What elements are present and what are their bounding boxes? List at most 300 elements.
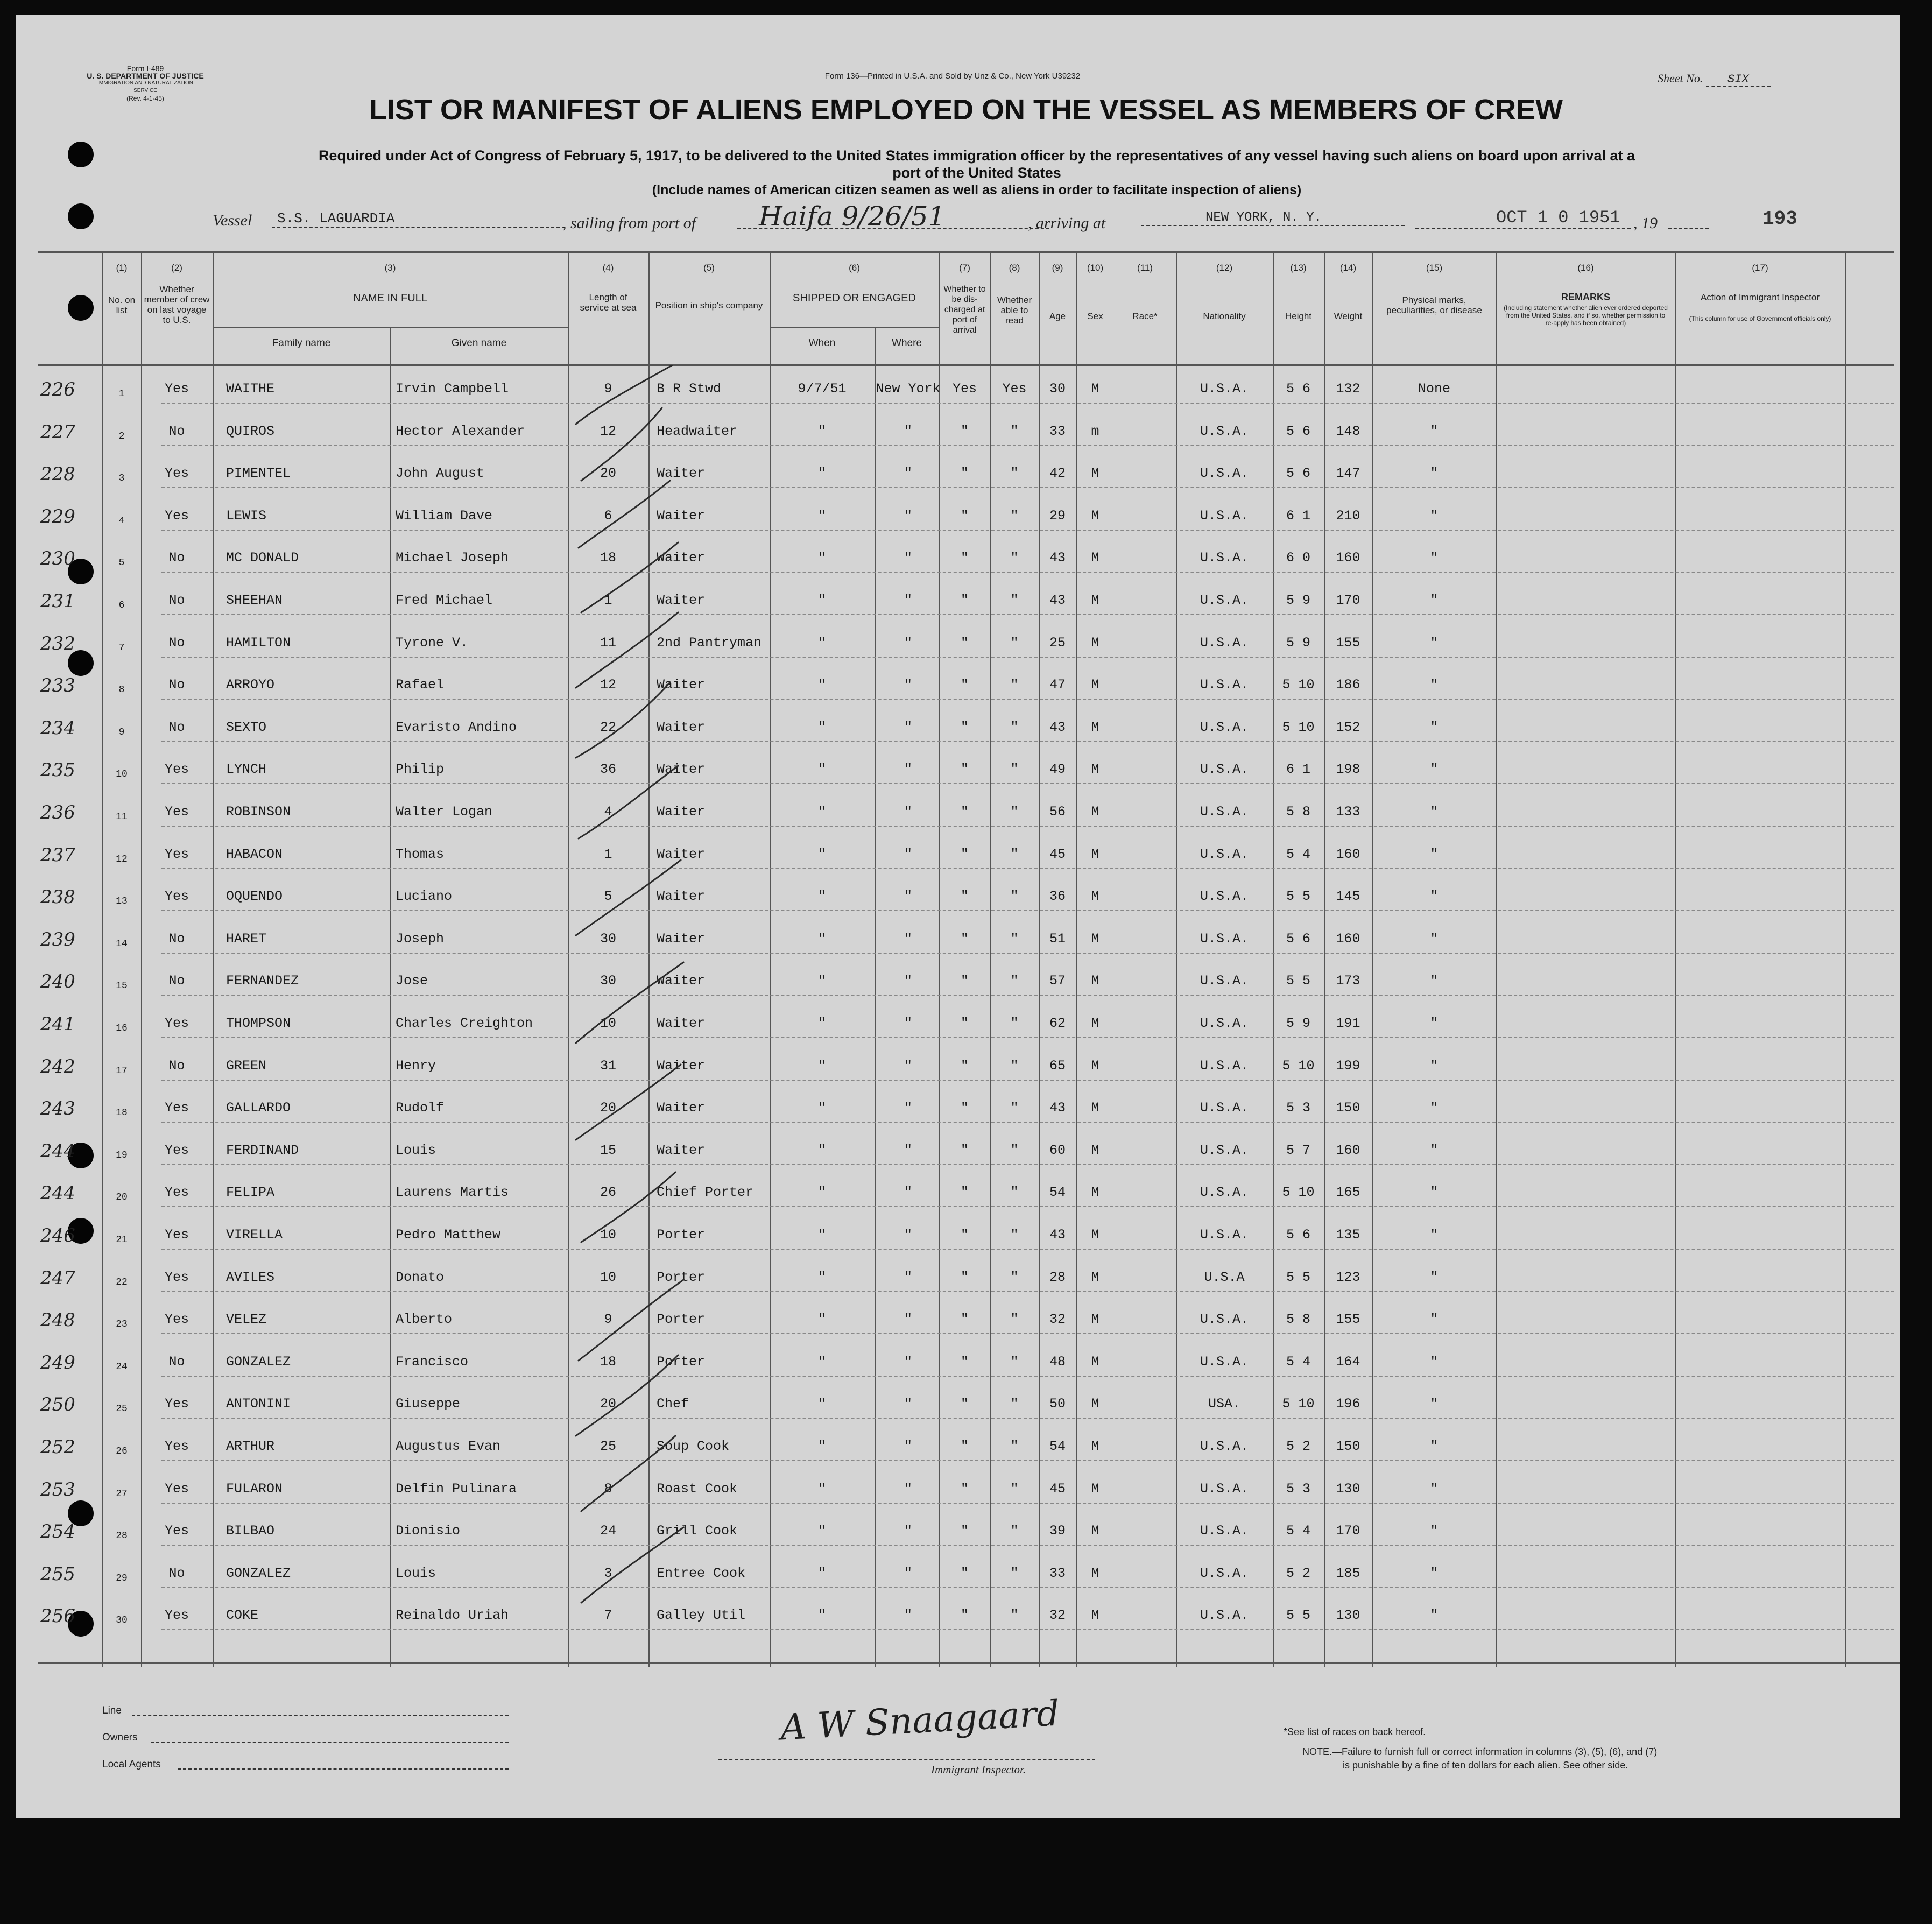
- nationality-cell: U.S.A: [1204, 1270, 1245, 1285]
- service-length-cell: 10: [600, 1227, 616, 1243]
- nationality-cell: U.S.A.: [1200, 1312, 1249, 1327]
- nationality-cell: U.S.A.: [1200, 1100, 1249, 1116]
- able-to-read-cell: ": [1010, 424, 1019, 439]
- nationality-cell: U.S.A.: [1200, 847, 1249, 862]
- physical-marks-cell: ": [1430, 1185, 1439, 1200]
- shipped-where-cell: ": [904, 550, 912, 566]
- sex-cell: M: [1091, 1100, 1099, 1116]
- service-length-cell: 15: [600, 1143, 616, 1158]
- given-name-cell: Luciano: [396, 889, 453, 904]
- age-cell: 30: [1049, 381, 1066, 397]
- subtitle-line-2: port of the United States: [892, 165, 1061, 181]
- shipped-where-cell: New York: [876, 381, 941, 397]
- sex-cell: M: [1091, 931, 1099, 947]
- row-number: 21: [116, 1235, 128, 1245]
- discharged-cell: ": [960, 1016, 969, 1031]
- discharged-cell: ": [960, 1143, 969, 1158]
- row-number: 9: [118, 727, 125, 738]
- handwritten-number: 252: [40, 1436, 75, 1458]
- row-rule: [161, 403, 1894, 404]
- height-cell: 5 8: [1286, 1312, 1310, 1327]
- manifest-sheet: [16, 15, 1900, 1818]
- handwritten-number: 254: [40, 1521, 75, 1542]
- service-length-cell: 11: [600, 635, 616, 651]
- able-to-read-cell: ": [1010, 550, 1019, 566]
- weight-cell: 148: [1336, 424, 1360, 439]
- row-rule: [161, 868, 1894, 869]
- position-cell: Waiter: [657, 762, 706, 777]
- age-cell: 39: [1049, 1523, 1066, 1539]
- able-to-read-cell: ": [1010, 635, 1019, 651]
- sex-cell: M: [1091, 508, 1099, 524]
- col4-number: (4): [602, 263, 614, 273]
- col-header-able-to-read: Whether able to read: [997, 295, 1032, 326]
- able-to-read-cell: ": [1010, 804, 1019, 820]
- last-voyage-cell: Yes: [164, 1270, 189, 1285]
- position-cell: Waiter: [657, 593, 706, 608]
- row-rule: [161, 1376, 1894, 1377]
- shipped-where-cell: ": [904, 1439, 912, 1454]
- service-length-cell: 30: [600, 973, 616, 989]
- age-cell: 50: [1049, 1396, 1066, 1412]
- physical-marks-cell: ": [1430, 508, 1439, 524]
- age-cell: 33: [1049, 1566, 1066, 1581]
- name-subheader-line: [213, 327, 568, 328]
- punch-hole: [68, 142, 94, 167]
- form-number: Form I-489: [126, 64, 164, 73]
- family-name-cell: FERDINAND: [226, 1143, 299, 1158]
- col-header-nationality: Nationality: [1203, 311, 1246, 321]
- sex-cell: M: [1091, 1270, 1099, 1285]
- discharged-cell: ": [960, 1608, 969, 1623]
- discharged-cell: ": [960, 720, 969, 735]
- shipped-when-cell: ": [817, 424, 826, 439]
- sex-cell: M: [1091, 973, 1099, 989]
- weight-cell: 165: [1336, 1185, 1360, 1200]
- col-divider: [141, 252, 142, 1667]
- table-bottom-border: [38, 1662, 1900, 1664]
- family-name-cell: ANTONINI: [226, 1396, 291, 1412]
- nationality-cell: U.S.A.: [1200, 1523, 1249, 1539]
- last-voyage-cell: Yes: [164, 1185, 189, 1200]
- nationality-cell: U.S.A.: [1200, 1185, 1249, 1200]
- discharged-cell: ": [960, 1312, 969, 1327]
- last-voyage-cell: Yes: [164, 1396, 189, 1412]
- age-cell: 43: [1049, 550, 1066, 566]
- pen-stroke: [581, 408, 662, 481]
- shipped-where-cell: ": [904, 889, 912, 904]
- revision: (Rev. 4-1-45): [126, 95, 164, 102]
- shipped-where-cell: ": [904, 593, 912, 608]
- row-number: 16: [116, 1023, 128, 1034]
- row-rule: [161, 1418, 1894, 1419]
- pen-stroke: [581, 1172, 675, 1242]
- height-cell: 5 10: [1282, 720, 1315, 735]
- given-name-cell: Hector Alexander: [396, 424, 525, 439]
- shipped-where-cell: ": [904, 1100, 912, 1116]
- row-number: 18: [116, 1108, 128, 1118]
- shipped-where-cell: ": [904, 1523, 912, 1539]
- nationality-cell: U.S.A.: [1200, 550, 1249, 566]
- service-length-cell: 10: [600, 1016, 616, 1031]
- service-length-cell: 22: [600, 720, 616, 735]
- service: IMMIGRATION AND NATURALIZATION SERVICE: [97, 80, 193, 94]
- height-cell: 5 4: [1286, 847, 1310, 862]
- handwritten-number: 226: [40, 379, 75, 400]
- handwritten-number: 234: [40, 717, 75, 739]
- height-cell: 5 6: [1286, 424, 1310, 439]
- col-header-remarks-note: (Including statement whether alien ever ordered deported from the United States, and if so, whether permission to re-apply has been obtained): [1504, 304, 1668, 327]
- col-header-sex: Sex: [1087, 311, 1103, 321]
- service-length-cell: 18: [600, 550, 616, 566]
- able-to-read-cell: ": [1010, 466, 1019, 481]
- able-to-read-cell: ": [1010, 1270, 1019, 1285]
- col-divider: [1496, 252, 1497, 1667]
- col-header-name-in-full: NAME IN FULL: [353, 292, 427, 304]
- signature-line: [718, 1759, 1095, 1760]
- form-id-block: [86, 65, 205, 102]
- sex-cell: M: [1091, 1143, 1099, 1158]
- handwritten-number: 249: [40, 1352, 75, 1373]
- table-header-border: [38, 364, 1894, 366]
- department: U. S. DEPARTMENT OF JUSTICE: [87, 72, 204, 80]
- discharged-cell: ": [960, 1396, 969, 1412]
- sailing-label: , sailing from port of: [562, 214, 696, 232]
- given-name-cell: Reinaldo Uriah: [396, 1608, 509, 1623]
- able-to-read-cell: ": [1010, 1100, 1019, 1116]
- last-voyage-cell: Yes: [164, 1016, 189, 1031]
- given-name-cell: Rafael: [396, 677, 445, 693]
- service-length-cell: 9: [604, 381, 612, 397]
- height-cell: 5 5: [1286, 1608, 1310, 1623]
- shipped-when-cell: ": [817, 1270, 826, 1285]
- given-name-cell: Irvin Campbell: [396, 381, 509, 397]
- table-top-border: [38, 251, 1894, 253]
- handwritten-number: 227: [40, 421, 75, 443]
- discharged-cell: ": [960, 1270, 969, 1285]
- weight-cell: 210: [1336, 508, 1360, 524]
- pen-stroke: [579, 481, 670, 548]
- col9-number: (9): [1052, 263, 1063, 273]
- position-cell: Chief Porter: [657, 1185, 754, 1200]
- col-header-inspector-note: (This column for use of Government officials only): [1689, 315, 1831, 322]
- physical-marks-cell: ": [1430, 1608, 1439, 1623]
- col14-number: (14): [1339, 263, 1357, 273]
- page-number: 193: [1762, 208, 1797, 230]
- age-cell: 36: [1049, 889, 1066, 904]
- physical-marks-cell: ": [1430, 1312, 1439, 1327]
- discharged-cell: ": [960, 1354, 969, 1370]
- nationality-cell: U.S.A.: [1200, 1143, 1249, 1158]
- local-agents-label: Local Agents: [102, 1759, 161, 1770]
- height-cell: 5 7: [1286, 1143, 1310, 1158]
- row-number: 7: [118, 643, 125, 653]
- position-cell: Waiter: [657, 466, 706, 481]
- nationality-cell: U.S.A.: [1200, 508, 1249, 524]
- given-name-cell: Louis: [396, 1566, 436, 1581]
- given-name-cell: Joseph: [396, 931, 445, 947]
- family-name-cell: HABACON: [226, 847, 283, 862]
- col5-number: (5): [703, 263, 715, 273]
- position-cell: Waiter: [657, 889, 706, 904]
- discharged-cell: ": [960, 973, 969, 989]
- shipped-where-cell: ": [904, 424, 912, 439]
- sex-cell: M: [1091, 1354, 1099, 1370]
- able-to-read-cell: ": [1010, 1354, 1019, 1370]
- position-cell: Waiter: [657, 550, 706, 566]
- weight-cell: 123: [1336, 1270, 1360, 1285]
- row-rule: [161, 1037, 1894, 1038]
- discharged-cell: ": [960, 931, 969, 947]
- shipped-when-cell: ": [817, 720, 826, 735]
- last-voyage-cell: No: [168, 424, 185, 439]
- weight-cell: 191: [1336, 1016, 1360, 1031]
- weight-cell: 155: [1336, 1312, 1360, 1327]
- handwritten-number: 244: [40, 1140, 75, 1162]
- able-to-read-cell: ": [1010, 720, 1019, 735]
- discharged-cell: ": [960, 593, 969, 608]
- col-divider: [1324, 252, 1325, 1667]
- pen-stroke: [576, 1355, 678, 1436]
- family-name-cell: LEWIS: [226, 508, 267, 524]
- row-number: 27: [116, 1489, 128, 1499]
- given-name-cell: Louis: [396, 1143, 436, 1158]
- col-divider: [990, 252, 991, 1667]
- vessel-label: Vessel: [213, 212, 252, 229]
- col1-number: (1): [116, 263, 128, 273]
- row-rule: [161, 1122, 1894, 1123]
- row-number: 4: [118, 516, 125, 526]
- able-to-read-cell: ": [1010, 508, 1019, 524]
- age-cell: 62: [1049, 1016, 1066, 1031]
- row-number: 23: [116, 1319, 128, 1330]
- row-number: 14: [116, 939, 128, 949]
- last-voyage-cell: Yes: [164, 466, 189, 481]
- weight-cell: 170: [1336, 1523, 1360, 1539]
- able-to-read-cell: ": [1010, 762, 1019, 777]
- family-name-cell: FULARON: [226, 1481, 283, 1497]
- shipped-where-cell: ": [904, 804, 912, 820]
- discharged-cell: ": [960, 762, 969, 777]
- weight-cell: 160: [1336, 1143, 1360, 1158]
- weight-cell: 186: [1336, 677, 1360, 693]
- row-number: 6: [118, 600, 125, 611]
- height-cell: 5 5: [1286, 1270, 1310, 1285]
- given-name-cell: Jose: [396, 973, 428, 989]
- sex-cell: M: [1091, 593, 1099, 608]
- col16-number: (16): [1577, 263, 1594, 273]
- weight-cell: 196: [1336, 1396, 1360, 1412]
- sheet-number-block: [1658, 72, 1771, 87]
- col7-number: (7): [959, 263, 970, 273]
- position-cell: Grill Cook: [657, 1523, 738, 1539]
- weight-cell: 145: [1336, 889, 1360, 904]
- discharged-cell: ": [960, 847, 969, 862]
- penalty-note-2: is punishable by a fine of ten dollars for each alien. See other side.: [1343, 1760, 1628, 1771]
- shipped-where-cell: ": [904, 847, 912, 862]
- able-to-read-cell: ": [1010, 1312, 1019, 1327]
- weight-cell: 147: [1336, 466, 1360, 481]
- row-rule: [161, 1545, 1894, 1546]
- col17-number: (17): [1752, 263, 1768, 273]
- given-name-cell: Delfin Pulinara: [396, 1481, 517, 1497]
- col-divider: [1675, 252, 1676, 1667]
- last-voyage-cell: Yes: [164, 1143, 189, 1158]
- last-voyage-cell: No: [168, 973, 185, 989]
- last-voyage-cell: Yes: [164, 1439, 189, 1454]
- nationality-cell: U.S.A.: [1200, 1227, 1249, 1243]
- given-name-cell: Charles Creighton: [396, 1016, 533, 1031]
- handwritten-number: 246: [40, 1225, 75, 1246]
- last-voyage-cell: No: [168, 550, 185, 566]
- family-name-cell: SEXTO: [226, 720, 267, 735]
- physical-marks-cell: ": [1430, 677, 1439, 693]
- sex-cell: M: [1091, 762, 1099, 777]
- nationality-cell: U.S.A.: [1200, 1058, 1249, 1074]
- shipped-when-cell: ": [817, 1100, 826, 1116]
- discharged-cell: ": [960, 1058, 969, 1074]
- position-cell: Waiter: [657, 677, 706, 693]
- weight-cell: 150: [1336, 1100, 1360, 1116]
- height-cell: 5 10: [1282, 1185, 1315, 1200]
- shipped-where-cell: ": [904, 1185, 912, 1200]
- col-divider: [1845, 252, 1846, 1667]
- handwritten-number: 232: [40, 633, 75, 654]
- height-cell: 5 9: [1286, 593, 1310, 608]
- shipped-when-cell: ": [817, 1439, 826, 1454]
- handwritten-number: 244: [40, 1182, 75, 1204]
- service-length-cell: 20: [600, 1396, 616, 1412]
- col-header-discharged: Whether to be dis-charged at port of arrival: [943, 285, 986, 335]
- physical-marks-cell: ": [1430, 550, 1439, 566]
- height-cell: 5 6: [1286, 466, 1310, 481]
- able-to-read-cell: ": [1010, 1143, 1019, 1158]
- row-rule: [161, 1164, 1894, 1165]
- last-voyage-cell: Yes: [164, 889, 189, 904]
- last-voyage-cell: Yes: [164, 1100, 189, 1116]
- physical-marks-cell: ": [1430, 1396, 1439, 1412]
- sex-cell: M: [1091, 1227, 1099, 1243]
- able-to-read-cell: ": [1010, 847, 1019, 862]
- year-field: [1668, 228, 1709, 229]
- shipped-when-cell: ": [817, 762, 826, 777]
- age-cell: 47: [1049, 677, 1066, 693]
- service-length-cell: 6: [604, 508, 612, 524]
- col-header-height: Height: [1285, 311, 1312, 321]
- shipped-when-cell: ": [817, 889, 826, 904]
- given-name-cell: Laurens Martis: [396, 1185, 509, 1200]
- col6-number: (6): [849, 263, 860, 273]
- physical-marks-cell: ": [1430, 847, 1439, 862]
- col2-number: (2): [171, 263, 182, 273]
- row-number: 17: [116, 1066, 128, 1076]
- discharged-cell: ": [960, 677, 969, 693]
- weight-cell: 160: [1336, 550, 1360, 566]
- able-to-read-cell: ": [1010, 1566, 1019, 1581]
- weight-cell: 170: [1336, 593, 1360, 608]
- col-divider: [875, 327, 876, 1667]
- last-voyage-cell: No: [168, 720, 185, 735]
- row-number: 5: [118, 558, 125, 568]
- family-name-cell: WAITHE: [226, 381, 275, 397]
- age-cell: 56: [1049, 804, 1066, 820]
- punch-hole: [68, 295, 94, 321]
- age-cell: 43: [1049, 1227, 1066, 1243]
- nationality-cell: U.S.A.: [1200, 677, 1249, 693]
- position-cell: Waiter: [657, 931, 706, 947]
- handwritten-number: 247: [40, 1267, 75, 1289]
- last-voyage-cell: Yes: [164, 508, 189, 524]
- shipped-subheader-line: [770, 327, 939, 328]
- family-name-cell: HARET: [226, 931, 267, 947]
- service-length-cell: 5: [604, 889, 612, 904]
- family-name-cell: SHEEHAN: [226, 593, 283, 608]
- shipped-where-cell: ": [904, 931, 912, 947]
- nationality-cell: U.S.A.: [1200, 424, 1249, 439]
- family-name-cell: OQUENDO: [226, 889, 283, 904]
- position-cell: 2nd Pantryman: [657, 635, 762, 651]
- able-to-read-cell: ": [1010, 1227, 1019, 1243]
- age-cell: 25: [1049, 635, 1066, 651]
- shipped-when-cell: ": [817, 593, 826, 608]
- discharged-cell: ": [960, 1523, 969, 1539]
- position-cell: Waiter: [657, 1100, 706, 1116]
- height-cell: 5 8: [1286, 804, 1310, 820]
- discharged-cell: ": [960, 1185, 969, 1200]
- last-voyage-cell: No: [168, 593, 185, 608]
- shipped-when-cell: ": [817, 847, 826, 862]
- nationality-cell: U.S.A.: [1200, 1608, 1249, 1623]
- shipped-where-cell: ": [904, 1566, 912, 1581]
- physical-marks-cell: ": [1430, 1439, 1439, 1454]
- service-length-cell: 20: [600, 1100, 616, 1116]
- handwritten-number: 239: [40, 929, 75, 950]
- physical-marks-cell: ": [1430, 1016, 1439, 1031]
- sex-cell: M: [1091, 1566, 1099, 1581]
- row-number: 22: [116, 1277, 128, 1288]
- last-voyage-cell: Yes: [164, 1608, 189, 1623]
- row-rule: [161, 1206, 1894, 1207]
- shipped-where-cell: ": [904, 973, 912, 989]
- physical-marks-cell: ": [1430, 593, 1439, 608]
- shipped-when-cell: ": [817, 1354, 826, 1370]
- height-cell: 5 5: [1286, 889, 1310, 904]
- subtitle-line-1: Required under Act of Congress of February 5, 1917, to be delivered to the United States immigration officer by the representatives of any vessel having such aliens on board upon arrival at a: [318, 147, 1635, 164]
- position-cell: Waiter: [657, 804, 706, 820]
- inspector-label: Immigrant Inspector.: [931, 1763, 1026, 1776]
- discharged-cell: ": [960, 466, 969, 481]
- position-cell: Soup Cook: [657, 1439, 730, 1454]
- height-cell: 6 1: [1286, 762, 1310, 777]
- page-title: LIST OR MANIFEST OF ALIENS EMPLOYED ON THE VESSEL AS MEMBERS OF CREW: [369, 94, 1563, 126]
- last-voyage-cell: Yes: [164, 1227, 189, 1243]
- position-cell: Waiter: [657, 508, 706, 524]
- row-rule: [161, 1333, 1894, 1334]
- shipped-where-cell: ": [904, 762, 912, 777]
- arrival-date-stamp: OCT 1 0 1951: [1415, 208, 1631, 229]
- row-rule: [161, 826, 1894, 827]
- handwritten-number: 230: [40, 548, 75, 569]
- shipped-when-cell: ": [817, 1058, 826, 1074]
- shipped-when-cell: ": [817, 1143, 826, 1158]
- shipped-where-cell: ": [904, 466, 912, 481]
- given-name-cell: Fred Michael: [396, 593, 493, 608]
- family-name-cell: QUIROS: [226, 424, 275, 439]
- able-to-read-cell: ": [1010, 1185, 1019, 1200]
- age-cell: 32: [1049, 1608, 1066, 1623]
- handwritten-number: 233: [40, 675, 75, 696]
- weight-cell: 133: [1336, 804, 1360, 820]
